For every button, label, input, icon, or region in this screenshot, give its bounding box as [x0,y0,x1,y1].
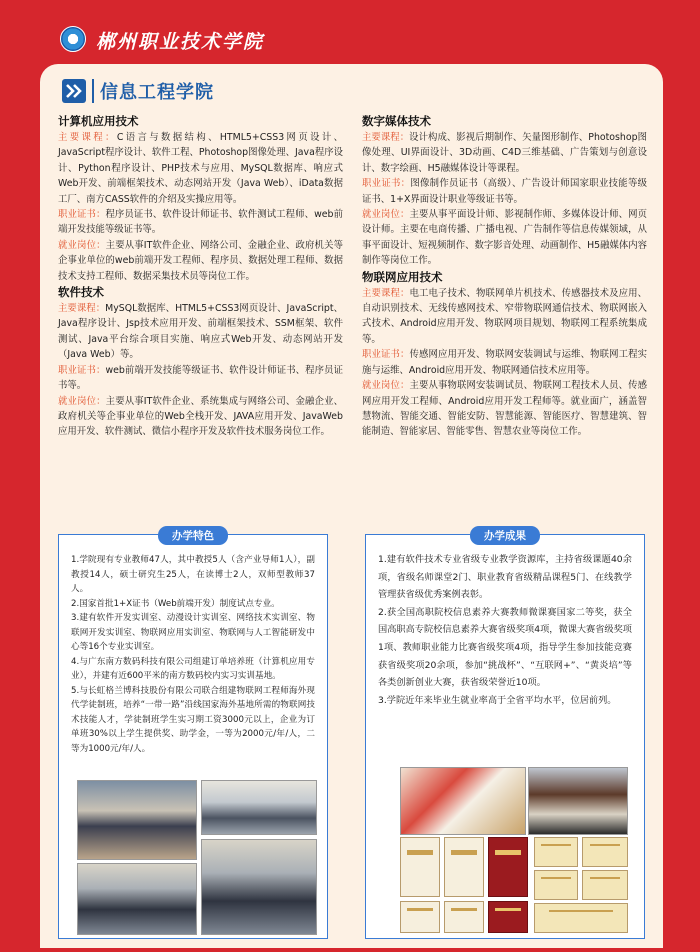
major-jobs [58,394,343,440]
cert-label: 职业证书： [58,209,106,221]
course-text: MySQL数据库、HTML5+CSS3网页设计、JavaScript、Java程序设计、Jsp技术应用开发、前端框架技术、SSM框架、软件测试、Java平台综合项目实施、响应式Web开发、动态网站开发（Java Web）等。 [58,303,343,361]
features-panel [58,530,328,939]
section-header [62,78,214,104]
major-title-iot: 物联网应用技术 [362,269,443,284]
job-text: 主要从事平面设计师、影视制作师、多媒体设计师、网页设计师。主要在电商传播、广播电视、广告制作等信息传媒领域，从事平面设计、短视频制作、数字影音处理、动画制作、H5融媒体内容制作等岗位工作。 [362,209,647,267]
major-title-computer-app: 计算机应用技术 [58,114,139,128]
feature-item: 1.学院现有专业教师47人，其中教授5人（含产业导师1人），副教授14人，硕士研究生25人，在读博士2人，双师型教师37人。 [71,555,315,594]
cert-label: 职业证书： [58,364,106,376]
major-certs [362,176,647,207]
achievements-panel [365,530,645,939]
course-text: 设计构成、影视后期制作、矢量图形制作、Photoshop图像处理、UI界面设计、3D动画、C4D三维基础、广告策划与创意设计、数字绘画、H5融媒体设计等课程。 [362,132,647,174]
job-text: 主要从事物联网安装调试员、物联网工程技术人员、传感网应用开发工程师、Android应用开发工程师等。就业面广，涵盖智慧物流、智能交通、智能安防、智慧能源、智能医疗、智慧建筑、智能制造、智能家居、智能零售、智慧农业等岗位工作。 [362,380,647,438]
achievement-item: 1.建有软件技术专业省级专业教学资源库，主持省级课题40余项，省级名师课堂2门、职业教育省级精品课程5门、在线教学管理获省级优秀案例表彰。 [378,554,632,601]
header [0,0,700,72]
course-label: 主要课程： [58,303,106,315]
lab-photo [201,780,317,835]
major-jobs [58,238,343,284]
computer-lab-photo [201,839,317,935]
certificate-image [534,870,578,900]
certificate-image [582,870,628,900]
cert-text: web前端开发技能等级证书、软件设计师证书、程序员证书等。 [58,364,343,392]
major-certs [58,207,343,238]
school-logo-icon [60,26,86,52]
award-display-photo [400,767,526,835]
left-column [58,113,343,440]
cert-text: 传感网应用开发、物联网安装调试与运维、物联网工程实施与运维、Android应用开发、物联网通信技术应用等。 [362,349,647,376]
course-text: C语言与数据结构、HTML5+CSS3网页设计、JavaScript程序设计、软件工程、Photoshop图像处理、Java程序设计、Python程序设计、PHP技术与应用、MySQL数据库、响应式Web开发、前端框架技术、动态网站开发（Java Web）、iData数据工厂、南方CASS软件的介绍及实操应用等。 [58,132,343,205]
major-certs [362,347,647,378]
certificate-image [400,901,440,933]
major-jobs [362,207,647,269]
major-courses [362,286,647,348]
major-certs [58,363,343,394]
job-label: 就业岗位： [58,239,106,251]
major-title-digital-media: 数字媒体技术 [362,114,431,128]
major-jobs [362,378,647,440]
section-title: 信息工程学院 [100,82,214,103]
job-label: 就业岗位： [362,380,410,392]
job-text: 主要从事IT软件企业、系统集成与网络公司、金融企业、政府机关等企事业单位的Web全栈开发、JAVA应用开发、JavaWeb应用开发、软件测试、微信小程序开发及软件技术服务岗位工作。 [58,395,343,438]
achievements-list [378,551,632,709]
features-list [71,553,315,756]
certificate-image [534,837,578,867]
cert-label: 职业证书： [362,178,411,190]
certificate-image [488,901,528,933]
cert-label: 职业证书： [362,349,410,361]
job-label: 就业岗位： [362,209,410,221]
certificate-image [534,903,628,933]
section-divider [92,79,94,103]
course-label: 主要课程： [362,287,410,299]
course-label: 主要课程： [58,132,117,143]
achievement-item: 3.学院近年来毕业生就业率高于全省平均水平，位居前列。 [378,694,617,706]
certificate-image [488,837,528,897]
achievement-item: 2.获全国高职院校信息素养大赛教师微课赛国家二等奖，获全国高职高专院校信息素养大赛省级奖项4项，微课大赛省级奖项1项、教师职业能力比赛省级奖项4项，指导学生参加技能竞赛获省级奖项20余项，参加“挑战杯”、“互联网+”、“黄炎培”等各类创新创业大赛，获省级荣誉近10项。 [378,606,632,689]
cert-text: 图像制作员证书（高级）、广告设计师国家职业技能等级证书、1+X界面设计职业等级证书等。 [362,178,647,205]
job-text: 主要从事IT软件企业、网络公司、金融企业、政府机关等企事业单位的web前端开发工程师、程序员、数据处理工程师、数据技术支持工程师、数据采集技术员等岗位工作。 [58,239,343,282]
features-title: 办学特色 [158,526,228,545]
job-label: 就业岗位： [58,395,106,407]
course-label: 主要课程： [362,132,410,143]
group-photo [77,780,197,860]
certificate-image [444,901,484,933]
achievements-title: 办学成果 [470,526,540,545]
school-name: 郴州职业技术学院 [96,31,265,53]
feature-item: 4.与广东南方数码科技有限公司组建订单培养班（计算机应用专业），并建有近600平米的南方数码校内实习实训基地。 [71,656,315,681]
major-courses [58,130,343,207]
classroom-photo [77,863,197,935]
trophy-photo [528,767,628,835]
course-text: 电工电子技术、物联网单片机技术、传感器技术及应用、自动识别技术、无线传感网技术、窄带物联网通信技术、物联网嵌入式技术、Android应用开发、物联网项目规划、物联网工程系统集成等。 [362,287,647,345]
major-courses [58,301,343,363]
feature-item: 5.与长虹格兰博科技股份有限公司联合组建物联网工程师海外现代学徒制班，培养“一带一路”沿线国家海外基地所需的物联网技术技能人才，学徒制班学生实习期工资3000元以上，企业为订单班30%以上学生提供奖、助学金，一等为2000元/年/人，二等为1000元/年/人。 [71,685,315,754]
feature-item: 3.建有软件开发实训室、动漫设计实训室、网络技术实训室、物联网开发实训室、物联网应用实训室、物联网与人工智能研发中心等16个专业实训室。 [71,613,315,652]
certificate-image [400,837,440,897]
major-title-software: 软件技术 [58,285,104,300]
feature-item: 2.国家首批1+X证书（Web前端开发）制度试点专业。 [71,598,280,609]
certificate-image [444,837,484,897]
certificate-image [582,837,628,867]
cert-text: 程序员证书、软件设计师证书、软件测试工程师、web前端开发技能等级证书等。 [58,209,343,236]
major-courses [362,130,647,176]
double-chevron-icon [62,79,86,103]
right-column [362,113,647,440]
